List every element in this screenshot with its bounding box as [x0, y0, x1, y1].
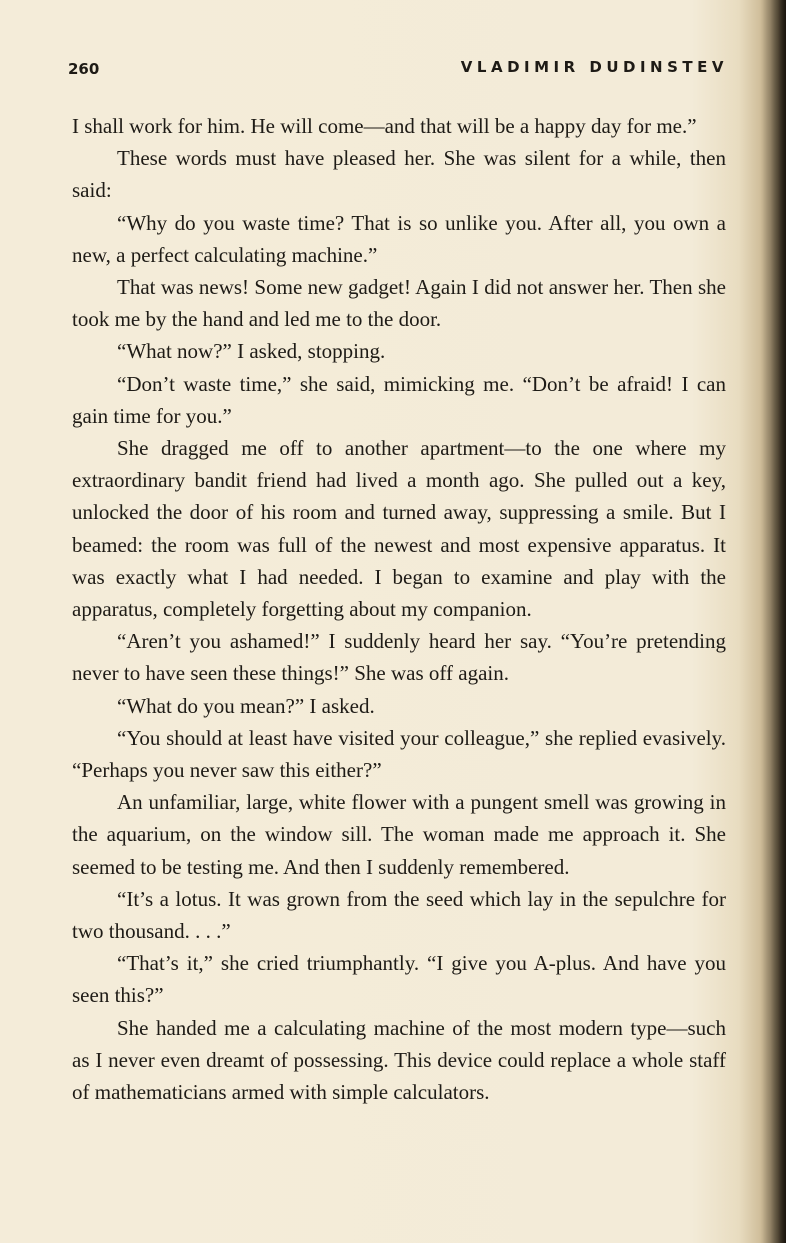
paragraph: That was news! Some new gadget! Again I did not answer her. Then she took me by the hand and led me to the door. — [72, 275, 726, 332]
paragraph: “What now?” I asked, stopping. — [117, 339, 386, 364]
body-text — [72, 110, 726, 1108]
page-edge-shadow — [760, 0, 786, 1243]
paragraph: An unfamiliar, large, white flower with a pungent smell was growing in the aquarium, on the window sill. The woman made me approach it. She seemed to be testing me. And then I suddenly remembered. — [72, 790, 726, 879]
paragraph: “That’s it,” she cried triumphantly. “I give you A-plus. And have you seen this?” — [72, 951, 726, 1008]
paragraph: “Aren’t you ashamed!” I suddenly heard her say. “You’re pretending never to have seen these things!” She was off again. — [72, 629, 726, 686]
paragraph: She dragged me off to another apartment—to the one where my extraordinary bandit friend had lived a month ago. She pulled out a key, unlocked the door of his room and turned away, suppressing a smile. But I beamed: the room was full of the newest and most expensive apparatus. It was exactly what I had needed. I began to examine and play with the apparatus, completely forgetting about my companion. — [72, 436, 726, 622]
paragraph: “It’s a lotus. It was grown from the seed which lay in the sepulchre for two thousand. . . .” — [72, 886, 726, 944]
paragraph: “Don’t waste time,” she said, mimicking me. “Don’t be afraid! I can gain time for you.” — [72, 371, 726, 428]
paragraph: I shall work for him. He will come—and that will be a happy day for me.” — [72, 114, 697, 138]
paragraph: These words must have pleased her. She was silent for a while, then said: — [72, 146, 726, 203]
paragraph: “Why do you waste time? That is so unlike you. After all, you own a new, a perfect calculating machine.” — [72, 210, 726, 267]
page-header — [68, 56, 728, 86]
paragraph: “What do you mean?” I asked. — [117, 693, 375, 718]
paragraph: She handed me a calculating machine of the most modern type—such as I never even dreamt of possessing. This device could replace a whole staff of mathematicians armed with simple calculators. — [72, 1015, 726, 1105]
paragraph: “You should at least have visited your colleague,” she replied evasively. “Perhaps you never saw this either?” — [72, 725, 726, 783]
running-head: VLADIMIR DUDINSTEV — [460, 58, 728, 76]
page-number: 260 — [68, 60, 100, 78]
